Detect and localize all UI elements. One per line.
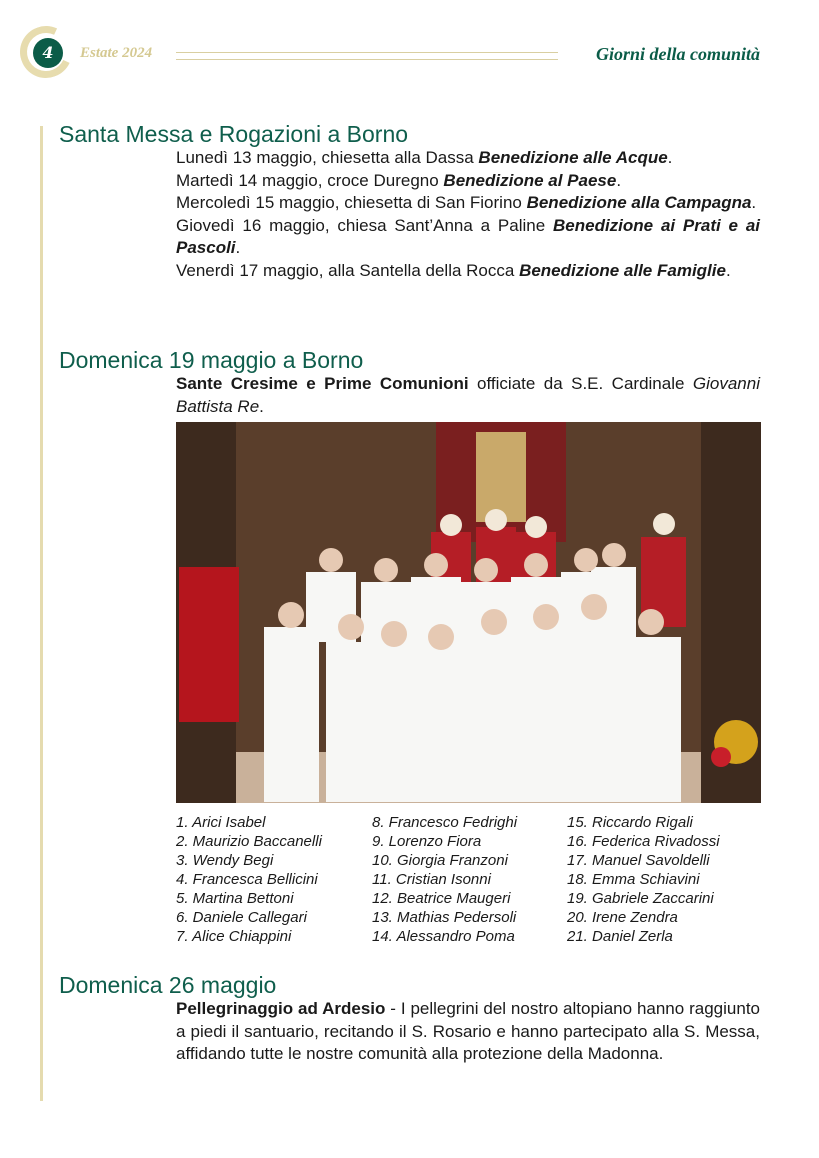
list-item: 20. Irene Zendra: [567, 909, 678, 926]
heading-domenica-19: Domenica 19 maggio a Borno: [59, 347, 364, 373]
list-item: 11. Cristian Isonni: [372, 871, 491, 888]
rogazioni-line-1: Lunedì 13 maggio, chiesetta alla Dassa Benedizione alle Acque.: [176, 148, 673, 167]
rogazioni-line-4: Giovedì 16 maggio, chiesa Sant’Anna a Paline Benedizione ai Prati e ai Pascoli.: [176, 215, 760, 257]
list-item: 16. Federica Rivadossi: [567, 833, 720, 850]
list-item: 3. Wendy Begi: [176, 852, 274, 869]
list-item: 4. Francesca Bellicini: [176, 871, 318, 888]
list-item: 8. Francesco Fedrighi: [372, 814, 518, 831]
list-item: 1. Arici Isabel: [176, 814, 266, 831]
cresime-paragraph: Sante Cresime e Prime Comunioni officiate da S.E. Cardinale Giovanni Battista Re.: [176, 374, 760, 416]
heading-domenica-26: Domenica 26 maggio: [59, 972, 277, 998]
rogazioni-line-2: Martedì 14 maggio, croce Duregno Benedizione al Paese.: [176, 170, 622, 190]
list-item: 9. Lorenzo Fiora: [372, 833, 482, 850]
group-photo: [176, 422, 761, 803]
list-item: 13. Mathias Pedersoli: [372, 909, 517, 926]
pellegrinaggio-paragraph: Pellegrinaggio ad Ardesio - I pellegrini del nostro altopiano hanno raggiunto a piedi il santuario, recitando il S. Rosario e hanno partecipato alla S. Messa, affidando tutte le nostre comunità alla protezione della Madonna.: [176, 999, 760, 1063]
list-item: 6. Daniele Callegari: [176, 909, 307, 926]
list-item: 18. Emma Schiavini: [567, 871, 700, 888]
list-item: 10. Giorgia Franzoni: [372, 852, 508, 869]
list-item: 19. Gabriele Zaccarini: [567, 890, 714, 907]
list-item: 14. Alessandro Poma: [372, 928, 515, 945]
header-divider: [176, 52, 558, 60]
rogazioni-list: [176, 147, 760, 282]
list-item: 15. Riccardo Rigali: [567, 814, 693, 831]
list-item: 5. Martina Bettoni: [176, 890, 294, 907]
issue-label: Estate 2024: [80, 45, 153, 61]
names-column-1: [176, 813, 322, 946]
list-item: 7. Alice Chiappini: [176, 928, 292, 945]
list-item: 21. Daniel Zerla: [567, 928, 673, 945]
list-item: 12. Beatrice Maugeri: [372, 890, 511, 907]
section-title: Giorni della comunità: [595, 44, 760, 64]
heading-rogazioni: Santa Messa e Rogazioni a Borno: [59, 121, 409, 147]
list-item: 2. Maurizio Baccanelli: [176, 833, 322, 850]
list-item: 17. Manuel Savoldelli: [567, 852, 710, 869]
page-number: 4: [33, 38, 63, 68]
names-column-2: [372, 813, 517, 946]
group-photo-illustration: [176, 422, 761, 803]
page-header: [0, 0, 819, 90]
rogazioni-line-5: Venerdì 17 maggio, alla Santella della Rocca Benedizione alle Famiglie.: [176, 260, 731, 280]
names-column-3: [567, 813, 720, 946]
rogazioni-line-3: Mercoledì 15 maggio, chiesetta di San Fiorino Benedizione alla Campagna.: [176, 193, 757, 212]
side-rule: [40, 126, 43, 1101]
